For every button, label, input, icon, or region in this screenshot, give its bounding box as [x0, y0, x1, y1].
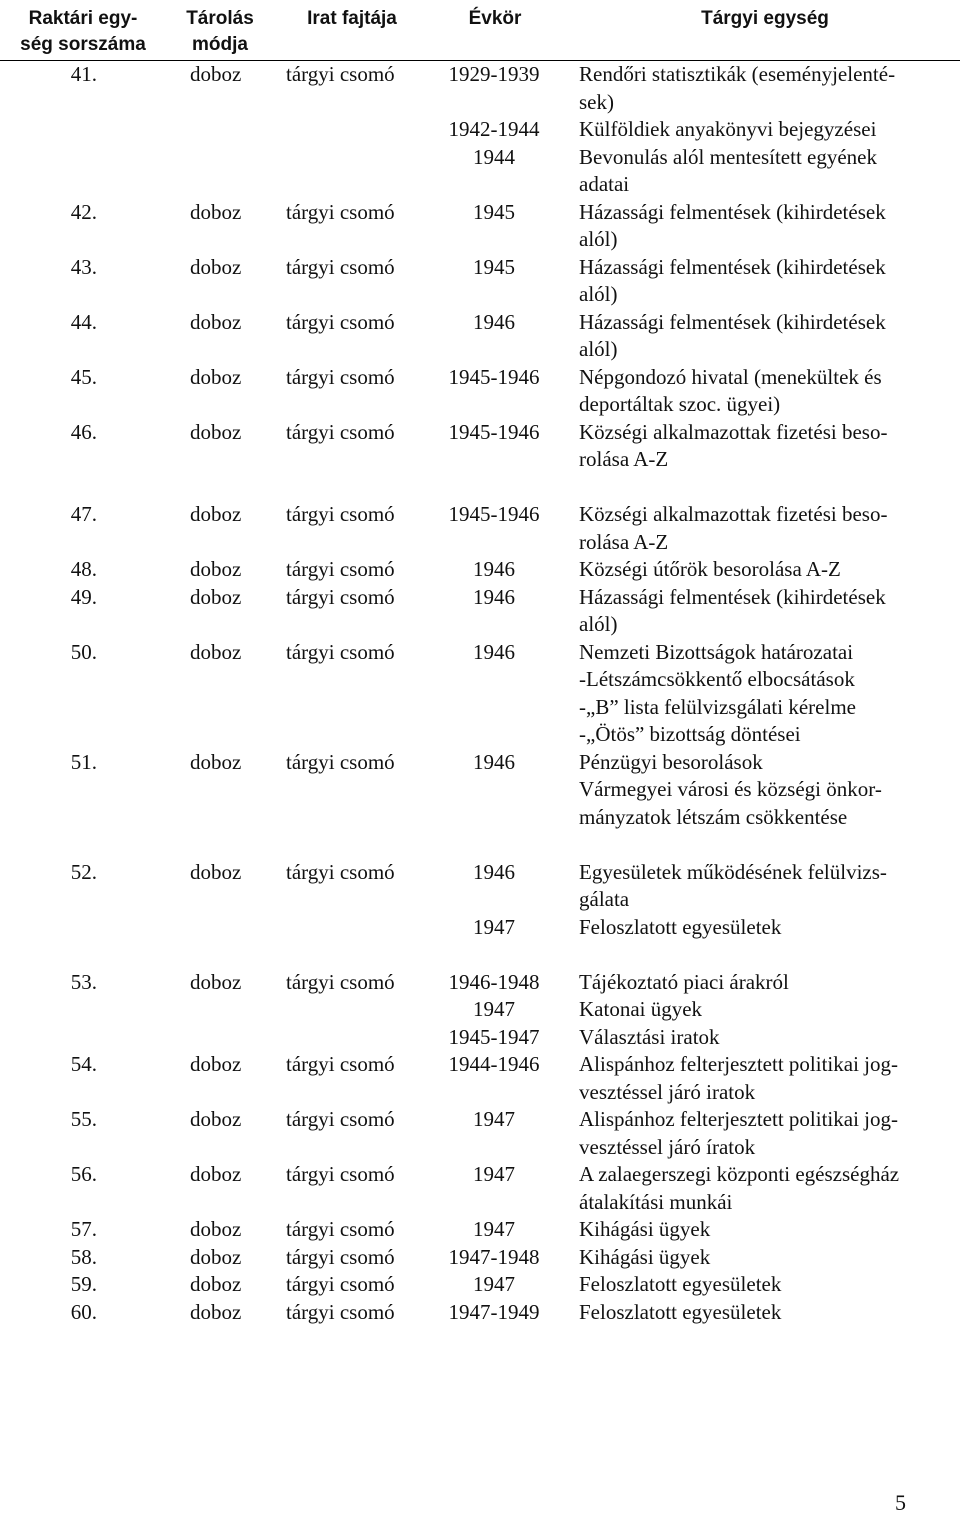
subject-description — [579, 556, 949, 584]
table-row — [0, 364, 960, 419]
year-range-list — [440, 749, 548, 859]
subject-line: sek) — [579, 89, 614, 114]
subject-line: alól) — [579, 227, 618, 251]
subject-line: alól) — [579, 612, 618, 636]
table-row — [0, 969, 960, 1052]
header-subject-unit: Tárgyi egység — [701, 8, 829, 29]
year-range-list — [440, 1216, 548, 1244]
year-range — [440, 391, 548, 419]
row-number: 53. — [70, 969, 97, 994]
year-range-list — [440, 1271, 548, 1299]
document-type: tárgyi csomó — [286, 639, 395, 664]
subject-line: rolása A-Z — [579, 447, 669, 471]
row-number: 41. — [70, 62, 97, 86]
year-range — [440, 886, 548, 914]
subject-description — [579, 1299, 949, 1327]
document-type: tárgyi csomó — [286, 309, 395, 334]
subject-line: Pénzügyi besorolások — [579, 749, 763, 774]
table-row — [0, 1216, 960, 1244]
subject-line: Tájékoztató piaci árakról — [579, 969, 789, 994]
subject-description — [579, 199, 949, 254]
header-storage-unit-number: Raktári egy- ség sorszáma — [20, 8, 146, 55]
subject-line: Községi alkalmazottak fizetési beso- — [579, 502, 888, 526]
year-range-list — [440, 419, 548, 502]
year-range-list — [440, 859, 548, 969]
document-type: tárgyi csomó — [286, 1162, 395, 1186]
storage-method: doboz — [190, 749, 242, 774]
subject-line: Községi útőrök besorolása A-Z — [579, 557, 841, 581]
storage-method: doboz — [190, 199, 242, 224]
year-range: 1947 — [473, 1217, 515, 1241]
subject-line: A zalaegerszegi központi egészségház — [579, 1162, 900, 1186]
subject-line: rolása A-Z — [579, 529, 669, 554]
subject-description — [579, 254, 949, 309]
table-row — [0, 1271, 960, 1299]
year-range-list — [440, 61, 548, 199]
row-number: 60. — [70, 1299, 97, 1324]
year-range — [440, 804, 548, 832]
year-range — [440, 611, 548, 639]
table-row — [0, 61, 960, 199]
year-range: 1946 — [473, 749, 515, 774]
year-range — [440, 446, 548, 474]
row-number: 48. — [70, 557, 97, 581]
year-range — [440, 474, 548, 502]
year-range-list — [440, 969, 548, 1052]
year-range: 1947 — [473, 1162, 515, 1186]
year-range-list — [440, 1106, 548, 1161]
subject-description — [579, 61, 949, 199]
row-number: 46. — [70, 419, 97, 444]
subject-line: Kihágási ügyek — [579, 1244, 711, 1269]
subject-line: Feloszlatott egyesületek — [579, 1299, 782, 1324]
year-range: 1945 — [473, 254, 515, 279]
subject-line: Népgondozó hivatal (menekültek és — [579, 364, 882, 389]
year-range: 1946 — [473, 309, 515, 334]
subject-line: Feloszlatott egyesületek — [579, 1272, 782, 1296]
year-range-list — [440, 1244, 548, 1272]
subject-description — [579, 1106, 949, 1161]
storage-method: doboz — [190, 1162, 242, 1186]
document-type: tárgyi csomó — [286, 1299, 395, 1324]
year-range-list — [440, 199, 548, 254]
year-range-list — [440, 584, 548, 639]
subject-description — [579, 309, 949, 364]
table-row — [0, 419, 960, 502]
year-range — [440, 281, 548, 309]
year-range-list — [440, 1051, 548, 1106]
subject-line: Feloszlatott egyesületek — [579, 914, 782, 939]
table-body — [0, 61, 960, 1326]
subject-line: Katonai ügyek — [579, 997, 703, 1021]
document-type: tárgyi csomó — [286, 1107, 395, 1131]
subject-line: adatai — [579, 172, 630, 196]
subject-line: vesztéssel járó iratok — [579, 1079, 756, 1104]
row-number: 47. — [70, 502, 97, 526]
header-year-range: Évkör — [468, 8, 522, 29]
subject-line: gálata — [579, 887, 630, 911]
row-number: 50. — [70, 639, 97, 664]
storage-method: doboz — [190, 1299, 242, 1324]
row-number: 54. — [70, 1052, 97, 1076]
storage-method: doboz — [190, 254, 242, 279]
document-type: tárgyi csomó — [286, 969, 395, 994]
subject-line — [579, 474, 949, 502]
year-range: 1929-1939 — [448, 62, 540, 86]
subject-line: Választási iratok — [579, 1024, 720, 1049]
year-range-list — [440, 1161, 548, 1216]
subject-line: Rendőri statisztikák (eseményjelenté- — [579, 62, 896, 86]
table-row — [0, 199, 960, 254]
document-type: tárgyi csomó — [286, 62, 395, 86]
year-range: 1942-1944 — [448, 117, 540, 141]
year-range: 1947 — [473, 914, 515, 939]
year-range-list — [440, 639, 548, 749]
subject-line: Vármegyei városi és községi önkor- — [579, 777, 882, 801]
document-type: tárgyi csomó — [286, 254, 395, 279]
storage-method: doboz — [190, 1052, 242, 1076]
document-type: tárgyi csomó — [286, 1217, 395, 1241]
storage-method: doboz — [190, 1217, 242, 1241]
table-row — [0, 556, 960, 584]
table-row — [0, 309, 960, 364]
subject-description — [579, 584, 949, 639]
subject-line: Községi alkalmazottak fizetési beso- — [579, 419, 888, 444]
document-type: tárgyi csomó — [286, 199, 395, 224]
page-number: 5 — [895, 1490, 906, 1515]
year-range-list — [440, 364, 548, 419]
subject-line: Házassági felmentések (kihirdetések — [579, 309, 886, 334]
subject-description — [579, 1161, 949, 1216]
subject-line: Házassági felmentések (kihirdetések — [579, 584, 886, 609]
year-range: 1944-1946 — [448, 1052, 540, 1076]
year-range: 1947-1949 — [448, 1299, 540, 1324]
subject-description — [579, 1244, 949, 1272]
year-range — [440, 529, 548, 557]
storage-method: doboz — [190, 364, 242, 389]
row-number: 57. — [70, 1217, 97, 1241]
storage-method: doboz — [190, 1272, 242, 1296]
document-type: tárgyi csomó — [286, 749, 395, 774]
subject-line: -„Ötös” bizottság döntései — [579, 722, 801, 746]
table-row — [0, 1244, 960, 1272]
document-type: tárgyi csomó — [286, 502, 395, 526]
storage-method: doboz — [190, 969, 242, 994]
row-number: 45. — [70, 364, 97, 389]
subject-line: Alispánhoz felterjesztett politikai jog- — [579, 1107, 898, 1131]
subject-line: Bevonulás alól mentesített egyének — [579, 144, 877, 169]
document-type: tárgyi csomó — [286, 859, 395, 884]
year-range: 1947-1948 — [448, 1244, 540, 1269]
year-range: 1947 — [473, 1107, 515, 1131]
storage-method: doboz — [190, 1107, 242, 1131]
table-row — [0, 254, 960, 309]
subject-line: Kihágási ügyek — [579, 1217, 711, 1241]
year-range: 1945-1947 — [448, 1024, 540, 1049]
year-range — [440, 171, 548, 199]
table-row — [0, 1161, 960, 1216]
storage-method: doboz — [190, 557, 242, 581]
table-row — [0, 501, 960, 556]
subject-description — [579, 419, 949, 502]
year-range-list — [440, 501, 548, 556]
table-row — [0, 859, 960, 969]
year-range-list — [440, 309, 548, 364]
year-range — [440, 89, 548, 117]
year-range — [440, 1079, 548, 1107]
subject-line: alól) — [579, 337, 618, 361]
document-type: tárgyi csomó — [286, 557, 395, 581]
subject-line: Alispánhoz felterjesztett politikai jog- — [579, 1052, 898, 1076]
subject-description — [579, 859, 949, 969]
row-number: 42. — [70, 199, 97, 224]
year-range-list — [440, 1299, 548, 1327]
year-range — [440, 336, 548, 364]
subject-description — [579, 749, 949, 859]
subject-line: vesztéssel járó íratok — [579, 1134, 756, 1159]
subject-description — [579, 1271, 949, 1299]
row-number: 52. — [70, 859, 97, 884]
year-range — [440, 1189, 548, 1217]
subject-description — [579, 501, 949, 556]
subject-line: Egyesületek működésének felülvizs- — [579, 859, 887, 884]
year-range: 1946 — [473, 557, 515, 581]
subject-line: -„B” lista felülvizsgálati kérelme — [579, 694, 856, 719]
subject-line: átalakítási munkái — [579, 1189, 733, 1214]
subject-description — [579, 969, 949, 1052]
year-range: 1947 — [473, 997, 515, 1021]
row-number: 59. — [70, 1272, 97, 1296]
subject-line: Házassági felmentések (kihirdetések — [579, 199, 886, 224]
subject-line: Külföldiek anyakönyvi bejegyzései — [579, 117, 877, 141]
year-range: 1945 — [473, 199, 515, 224]
subject-description — [579, 1216, 949, 1244]
row-number: 56. — [70, 1162, 97, 1186]
document-type: tárgyi csomó — [286, 1052, 395, 1076]
year-range: 1946 — [473, 859, 515, 884]
year-range — [440, 831, 548, 859]
document-type: tárgyi csomó — [286, 1244, 395, 1269]
table-row — [0, 749, 960, 859]
subject-line — [579, 941, 949, 969]
year-range — [440, 226, 548, 254]
row-number: 49. — [70, 584, 97, 609]
table-row — [0, 1051, 960, 1106]
subject-description — [579, 639, 949, 749]
subject-line — [579, 831, 949, 859]
storage-method: doboz — [190, 502, 242, 526]
year-range — [440, 941, 548, 969]
year-range: 1946 — [473, 584, 515, 609]
year-range — [440, 776, 548, 804]
document-type: tárgyi csomó — [286, 1272, 395, 1296]
subject-line: -Létszámcsökkentő elbocsátások — [579, 667, 855, 691]
year-range — [440, 721, 548, 749]
year-range-list — [440, 556, 548, 584]
year-range-list — [440, 254, 548, 309]
year-range — [440, 666, 548, 694]
subject-line: Házassági felmentések (kihirdetések — [579, 254, 886, 279]
year-range: 1945-1946 — [448, 502, 540, 526]
year-range: 1946-1948 — [448, 969, 540, 994]
year-range: 1947 — [473, 1272, 515, 1296]
row-number: 51. — [70, 749, 97, 774]
subject-line: Nemzeti Bizottságok határozatai — [579, 639, 854, 664]
year-range — [440, 694, 548, 722]
storage-method: doboz — [190, 859, 242, 884]
year-range: 1945-1946 — [448, 364, 540, 389]
year-range: 1945-1946 — [448, 419, 540, 444]
table-row — [0, 1299, 960, 1327]
storage-method: doboz — [190, 1244, 242, 1269]
table-row — [0, 584, 960, 639]
row-number: 44. — [70, 309, 97, 334]
header-document-type: Irat fajtája — [307, 8, 397, 29]
storage-method: doboz — [190, 62, 242, 86]
table-row — [0, 639, 960, 749]
table-header — [0, 0, 960, 61]
year-range: 1944 — [473, 144, 515, 169]
subject-description — [579, 1051, 949, 1106]
storage-method: doboz — [190, 419, 242, 444]
subject-line: mányzatok létszám csökkentése — [579, 804, 848, 829]
storage-method: doboz — [190, 584, 242, 609]
subject-line: deportáltak szoc. ügyei) — [579, 392, 781, 416]
table-row — [0, 1106, 960, 1161]
subject-description — [579, 364, 949, 419]
header-storage-method: Tárolás módja — [186, 8, 254, 55]
storage-method: doboz — [190, 639, 242, 664]
year-range — [440, 1134, 548, 1162]
document-type: tárgyi csomó — [286, 419, 395, 444]
document-type: tárgyi csomó — [286, 364, 395, 389]
subject-line: alól) — [579, 282, 618, 306]
row-number: 55. — [70, 1107, 97, 1131]
document-type: tárgyi csomó — [286, 584, 395, 609]
row-number: 58. — [70, 1244, 97, 1269]
row-number: 43. — [70, 254, 97, 279]
storage-method: doboz — [190, 309, 242, 334]
year-range: 1946 — [473, 639, 515, 664]
